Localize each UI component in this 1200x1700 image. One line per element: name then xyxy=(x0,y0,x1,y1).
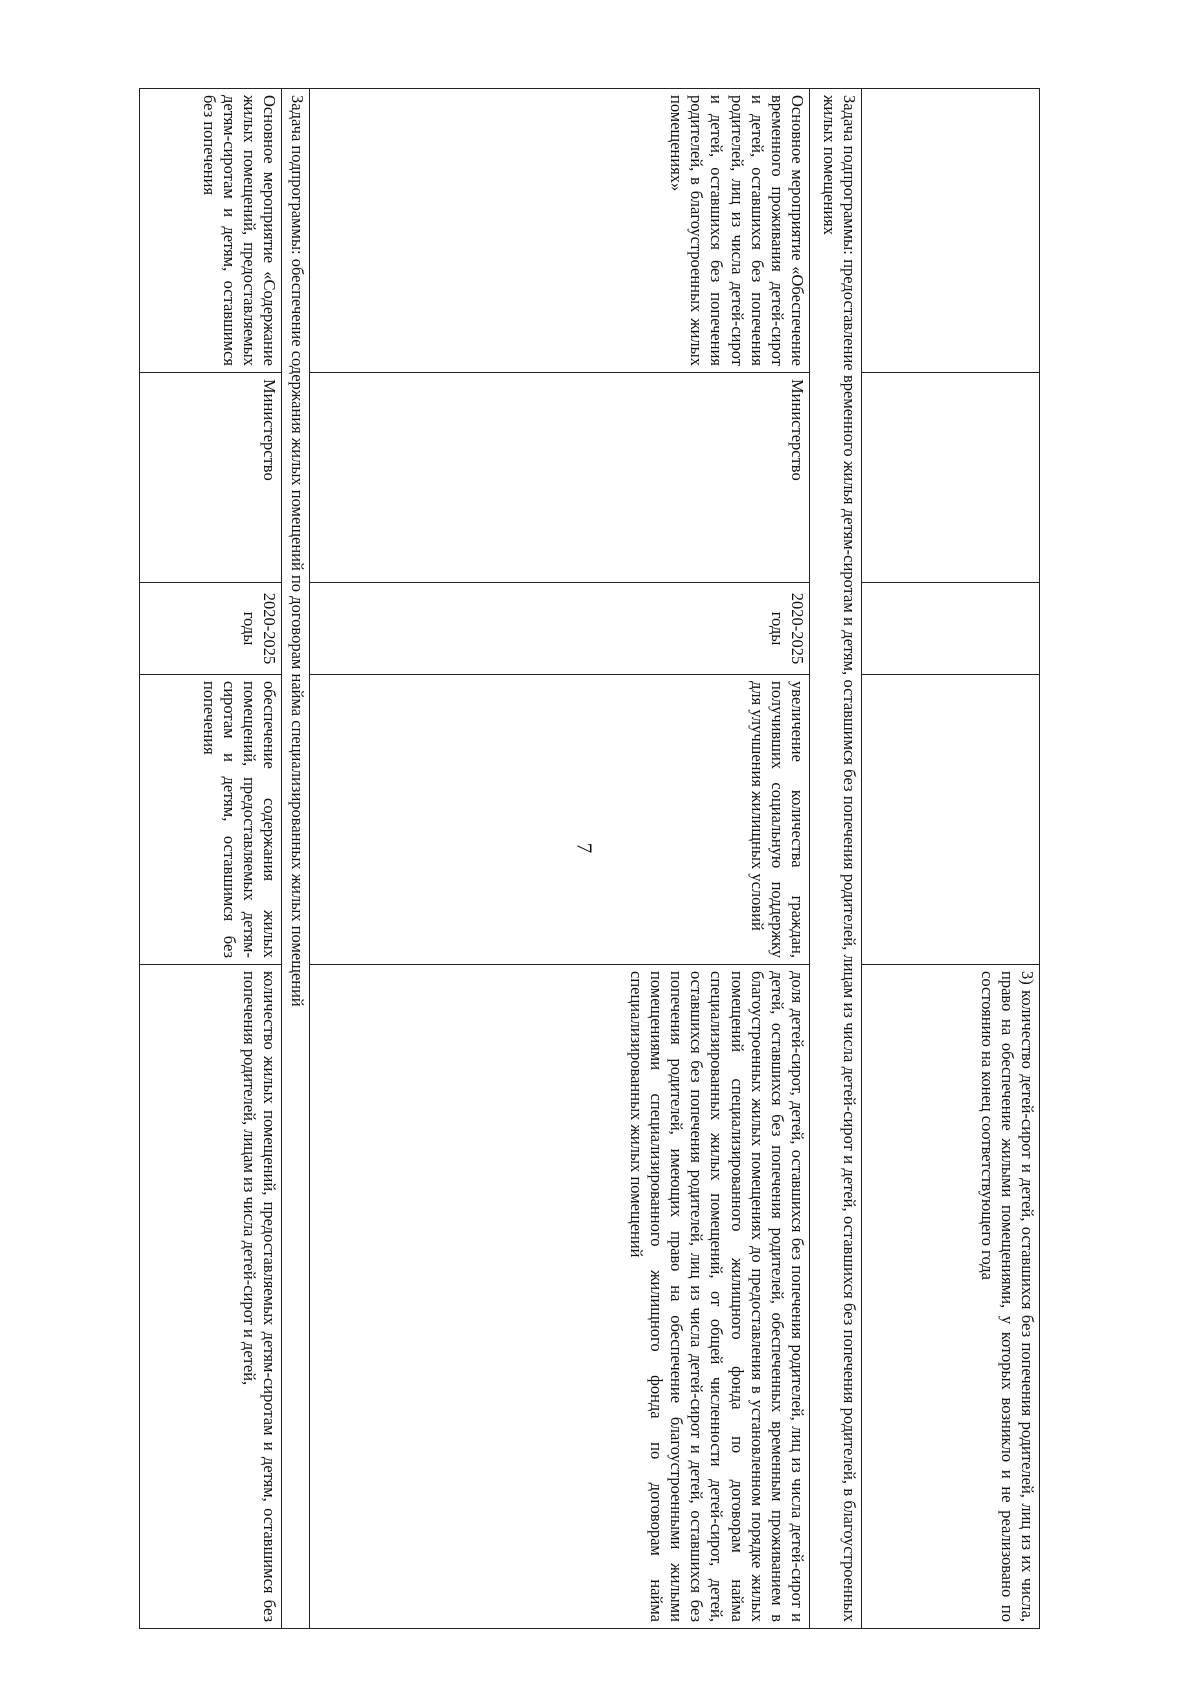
table-cell-empty xyxy=(862,89,1040,373)
document-table-region xyxy=(140,88,1040,1628)
table-row xyxy=(282,89,310,1629)
table-row xyxy=(810,89,862,1629)
result-cell: увеличение количества граждан, получивших социальную поддержку для улучшения жилищных условий xyxy=(310,675,810,965)
measure-name-cell: Основное мероприятие «Обеспечение временного проживания детей-сирот и детей, оставшихся без попечения родителей, лиц из числа детей-сирот и детей, оставшихся без попечения родителей, в благоустроенных жилых помещениях» xyxy=(310,89,810,373)
rotated-page xyxy=(140,88,1040,1628)
indicator-cell: количество жилых помещений, предоставляемых детям-сиротам и детям, оставшимся без попечения родителей, лицам из числа детей-сирот и детей, xyxy=(140,965,282,1629)
table-row xyxy=(310,89,810,1629)
page-number: 7 xyxy=(572,842,597,854)
program-table xyxy=(139,88,1040,1629)
table-row xyxy=(140,89,282,1629)
table-cell-empty xyxy=(862,583,1040,675)
table-cell-empty xyxy=(862,675,1040,965)
indicator-cell: доля детей-сирот, детей, оставшихся без попечения родителей, лиц из числа детей-сирот и детей, оставшихся без попечения родителей, обеспеченных временным проживанием в благоустроенных жилых помещениях до предоставления в установленном порядке жилых помещений специализированного жилищного фонда по договорам найма специализированных жилых помещений, от общей численности детей-сирот, детей, оставшихся без попечения родителей, лиц из числа детей-сирот и детей, оставшихся без попечения родителей, имеющих право на обеспечение благоустроенными жилыми помещениями специализированного жилищного фонда по договорам найма специализированных жилых помещений xyxy=(310,965,810,1629)
result-cell: обеспечение содержания жилых помещений, предоставляемых детям-сиротам и детям, оставшимся без попечения xyxy=(140,675,282,965)
executor-cell: Министерство xyxy=(140,373,282,583)
measure-name-cell: Основное мероприятие «Содержание жилых помещений, предоставляемых детям-сиротам и детям, оставшимся без попечения xyxy=(140,89,282,373)
period-cell: 2020-2025 годы xyxy=(140,583,282,675)
executor-cell: Министерство xyxy=(310,373,810,583)
table-cell-empty xyxy=(862,373,1040,583)
task-heading: Задача подпрограммы: предоставление временного жилья детям-сиротам и детям, оставшимся без попечения родителей, лицам из числа детей-сирот и детей, оставшихся без попечения родителей, в благоустроенных жилых помещениях xyxy=(810,89,862,1629)
table-row xyxy=(862,89,1040,1629)
task-heading: Задача подпрограммы: обеспечение содержания жилых помещений по договорам найма специализированных жилых помещений xyxy=(282,89,310,1629)
period-cell: 2020-2025 годы xyxy=(310,583,810,675)
indicator-cell: 3) количество детей-сирот и детей, оставшихся без попечения родителей, лиц из их числа, право на обеспечение жилыми помещениями, у которых возникло и не реализовано по состоянию на конец соответствующего года xyxy=(862,965,1040,1629)
